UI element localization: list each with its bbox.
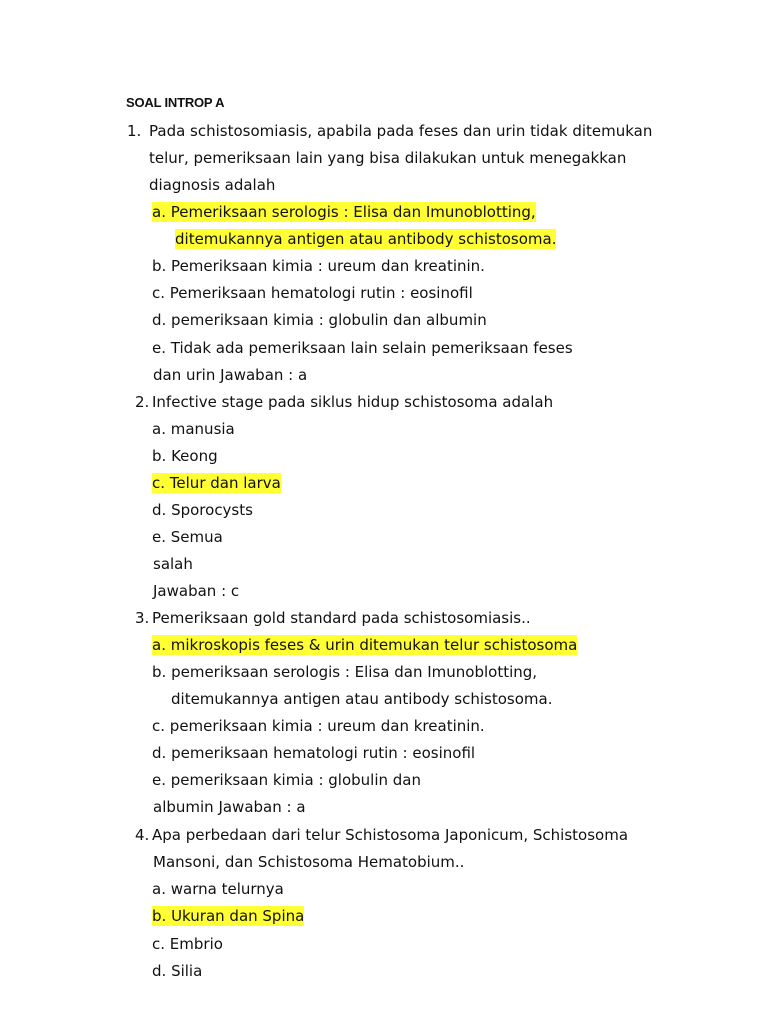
q4-option-c — [152, 934, 223, 954]
q3-number: 3. — [135, 609, 150, 627]
q2-option-a-letter: a. — [152, 420, 166, 438]
q4-option-c-text: Embrio — [169, 935, 223, 953]
q3-option-d-text: pemeriksaan hematologi rutin : eosinofil — [171, 744, 476, 762]
q4-option-d-text: Silia — [171, 962, 203, 980]
q3-option-a — [152, 635, 577, 655]
q4-option-b-text: Ukuran dan Spina — [171, 907, 305, 925]
q3-option-c-text: pemeriksaan kimia : ureum dan kreatinin. — [169, 717, 485, 735]
q4-option-a-letter: a. — [152, 880, 166, 898]
q2-number: 2. — [135, 393, 150, 411]
q3-option-b-letter: b. — [152, 663, 167, 681]
q3-option-e — [152, 770, 421, 790]
q3-option-d — [152, 743, 475, 763]
q4-option-a-text: warna telurnya — [170, 880, 284, 898]
q1-option-e: e. Tidak ada pemeriksaan lain selain pemeriksaan feses — [152, 339, 573, 357]
q1-number: 1. — [127, 122, 142, 140]
q4-number: 4. — [135, 826, 150, 844]
q1-text-line-2: telur, pemeriksaan lain yang bisa dilakukan untuk menegakkan — [149, 149, 627, 167]
q2-option-a — [152, 419, 235, 439]
q3-option-e-text: pemeriksaan kimia : globulin dan — [170, 771, 422, 789]
q3-option-a-letter: a. — [152, 636, 166, 654]
q2-option-e — [152, 527, 223, 547]
q2-option-b — [152, 446, 218, 466]
q2-option-b-letter: b. — [152, 447, 167, 465]
q3-answer: albumin Jawaban : a — [153, 798, 306, 816]
q2-option-c-text: Telur dan larva — [169, 474, 281, 492]
q4-text-line-2: Mansoni, dan Schistosoma Hematobium.. — [153, 853, 465, 871]
q3-option-c-letter: c. — [152, 717, 166, 735]
q2-option-c — [152, 473, 281, 493]
q4-option-c-letter: c. — [152, 935, 166, 953]
q4-option-b — [152, 906, 304, 926]
q1-text-line-3: diagnosis adalah — [149, 176, 276, 194]
q4-option-d — [152, 961, 202, 981]
q1-option-b: b. Pemeriksaan kimia : ureum dan kreatinin. — [152, 257, 485, 275]
q4-text-line-1: Apa perbedaan dari telur Schistosoma Japonicum, Schistosoma — [152, 826, 629, 844]
q2-option-d — [152, 500, 253, 520]
q3-option-b-text: pemeriksaan serologis : Elisa dan Imunoblotting, — [171, 663, 538, 681]
q2-option-d-text: Sporocysts — [171, 501, 253, 519]
q4-option-b-letter: b. — [152, 907, 167, 925]
q1-answer: dan urin Jawaban : a — [153, 366, 308, 384]
q3-option-b — [152, 662, 537, 682]
q2-option-e-letter: e. — [152, 528, 166, 546]
q1-option-d: d. pemeriksaan kimia : globulin dan albumin — [152, 311, 487, 329]
q2-option-e-text: Semua — [170, 528, 223, 546]
q3-option-d-letter: d. — [152, 744, 167, 762]
q2-option-e-continuation: salah — [153, 555, 193, 573]
q4-option-a — [152, 879, 284, 899]
q1-option-a-line-1: a. Pemeriksaan serologis : Elisa dan Imunoblotting, — [152, 203, 536, 221]
q3-option-e-letter: e. — [152, 771, 166, 789]
q2-option-d-letter: d. — [152, 501, 167, 519]
q3-option-a-text: mikroskopis feses & urin ditemukan telur schistosoma — [170, 636, 578, 654]
q4-option-d-letter: d. — [152, 962, 167, 980]
q2-option-c-letter: c. — [152, 474, 166, 492]
q3-option-c — [152, 716, 485, 736]
q1-text-line-1: Pada schistosomiasis, apabila pada feses dan urin tidak ditemukan — [149, 122, 653, 140]
q1-option-a-line-2: ditemukannya antigen atau antibody schistosoma. — [175, 230, 557, 248]
document-title: SOAL INTROP A — [126, 95, 225, 110]
q2-option-a-text: manusia — [170, 420, 235, 438]
q2-text: Infective stage pada siklus hidup schistosoma adalah — [152, 393, 554, 411]
q2-answer: Jawaban : c — [153, 582, 240, 600]
q3-option-b-continuation: ditemukannya antigen atau antibody schistosoma. — [171, 690, 553, 708]
q2-option-b-text: Keong — [171, 447, 218, 465]
q3-text: Pemeriksaan gold standard pada schistosomiasis.. — [152, 609, 531, 627]
q1-option-c: c. Pemeriksaan hematologi rutin : eosinofil — [152, 284, 473, 302]
